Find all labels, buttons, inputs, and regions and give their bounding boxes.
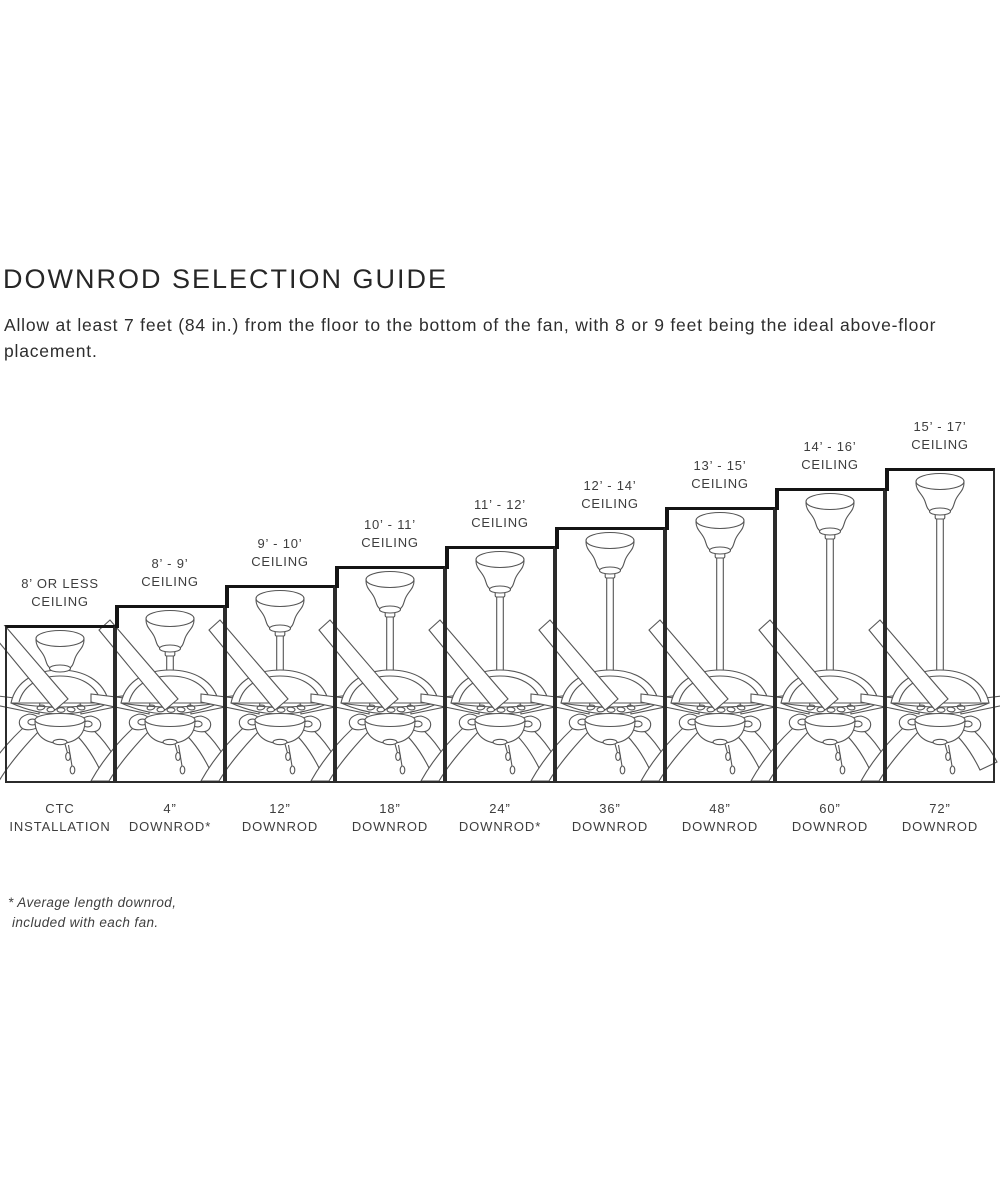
panel-box (445, 546, 555, 783)
panel-box (115, 605, 225, 783)
downrod-size: 24” (489, 801, 511, 816)
step-connector (335, 566, 339, 588)
downrod-word: DOWNROD* (128, 819, 212, 834)
ceiling-panel-3 (225, 0, 335, 860)
ceiling-panel-1 (5, 0, 115, 860)
ceiling-panel-2 (115, 0, 225, 860)
downrod-word: DOWNROD* (458, 819, 542, 834)
ceiling-word: CEILING (691, 476, 749, 491)
ceiling-word: CEILING (251, 554, 309, 569)
downrod-size: 72” (929, 801, 951, 816)
ceiling-range: 9’ - 10’ (257, 536, 303, 551)
ceiling-panel-9 (885, 0, 995, 860)
downrod-word: DOWNROD (681, 819, 759, 834)
page-subtitle: Allow at least 7 feet (84 in.) from the floor to the bottom of the fan, with 8 or 9 feet being the ideal above-floor placement. (4, 315, 937, 361)
footnote-line1: * Average length downrod, (8, 895, 177, 910)
downrod-word: DOWNROD (241, 819, 319, 834)
step-connector (555, 527, 559, 549)
panel-box (885, 468, 995, 783)
ceiling-range: 8’ OR LESS (21, 576, 99, 591)
downrod-size: 60” (819, 801, 841, 816)
ceiling-range: 8’ - 9’ (151, 556, 189, 571)
ceiling-range: 15’ - 17’ (913, 419, 967, 434)
downrod-label (865, 800, 1000, 836)
downrod-size: CTC (45, 801, 75, 816)
downrod-size: 48” (709, 801, 731, 816)
panel-box (555, 527, 665, 783)
footnote (8, 893, 176, 933)
ceiling-word: CEILING (471, 515, 529, 530)
step-connector (665, 507, 669, 530)
downrod-word: INSTALLATION (9, 819, 111, 834)
step-connector (225, 585, 229, 608)
ceiling-word: CEILING (31, 594, 89, 609)
panel-box (5, 625, 115, 783)
ceiling-range: 11’ - 12’ (473, 497, 526, 512)
footnote-line2: included with each fan. (12, 915, 159, 930)
ceiling-word: CEILING (911, 437, 969, 452)
step-connector (115, 605, 119, 628)
downrod-size: 4” (163, 801, 177, 816)
step-connector (445, 546, 449, 569)
panel-box (665, 507, 775, 783)
ceiling-panel-5 (445, 0, 555, 860)
panel-box (775, 488, 885, 783)
ceiling-range: 10’ - 11’ (363, 517, 416, 532)
downrod-size: 18” (379, 801, 401, 816)
ceiling-word: CEILING (801, 457, 859, 472)
page-title: DOWNROD SELECTION GUIDE (3, 264, 449, 294)
downrod-word: DOWNROD (901, 819, 979, 834)
step-connector (775, 488, 779, 510)
ceiling-panel-6 (555, 0, 665, 860)
downrod-word: DOWNROD (351, 819, 429, 834)
ceiling-word: CEILING (581, 496, 639, 511)
ceiling-range: 14’ - 16’ (803, 439, 857, 454)
downrod-word: DOWNROD (571, 819, 649, 834)
downrod-size: 12” (269, 801, 291, 816)
step-connector (885, 468, 889, 491)
panel-box (225, 585, 335, 783)
downrod-size: 36” (599, 801, 621, 816)
ceiling-word: CEILING (361, 535, 419, 550)
downrod-word: DOWNROD (791, 819, 869, 834)
ceiling-panel-7 (665, 0, 775, 860)
ceiling-word: CEILING (141, 574, 199, 589)
ceiling-panel-4 (335, 0, 445, 860)
ceiling-label (865, 418, 1000, 454)
ceiling-range: 13’ - 15’ (693, 458, 747, 473)
ceiling-range: 12’ - 14’ (583, 478, 637, 493)
panel-box (335, 566, 445, 783)
